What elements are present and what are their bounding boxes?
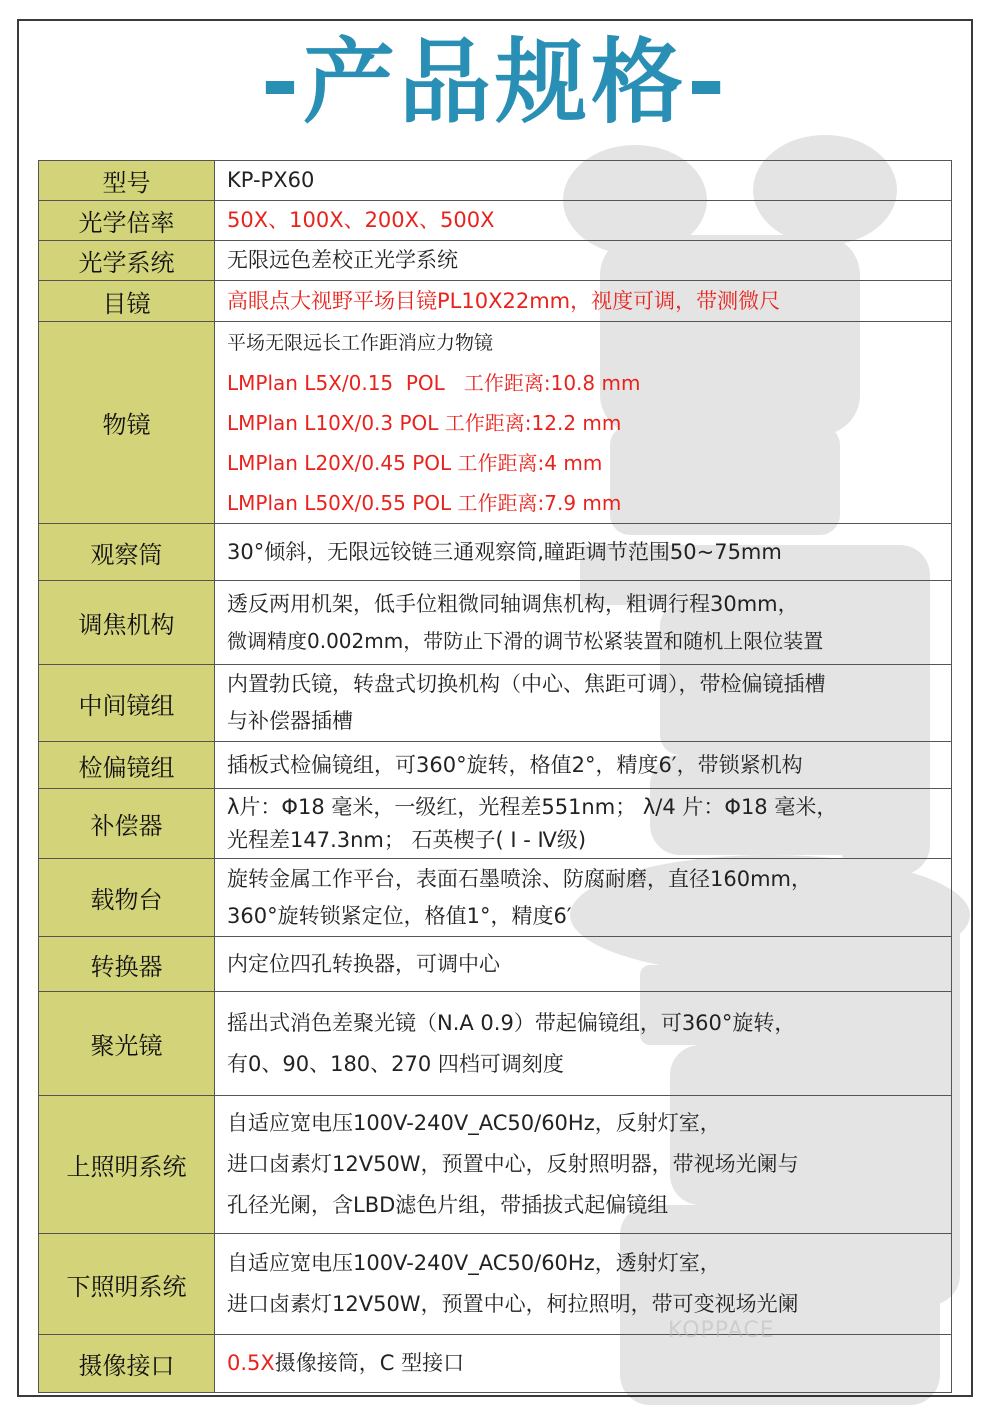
table-row-intermediate xyxy=(39,665,952,742)
value-highlight: 0.5X xyxy=(227,1351,275,1375)
value-text: 与补偿器插槽 xyxy=(227,709,353,733)
value-text: 有0、90、180、270 四档可调刻度 xyxy=(227,1051,564,1076)
value-rest: 摄像接筒，C 型接口 xyxy=(274,1351,465,1375)
value-text: 30°倾斜，无限远铰链三通观察筒,瞳距调节范围50~75mm xyxy=(227,539,782,564)
row-value xyxy=(215,789,952,859)
row-label: 补偿器 xyxy=(39,789,215,859)
table-row-model xyxy=(39,161,952,201)
value-text: 50X、100X、200X、500X xyxy=(227,208,495,232)
row-label: 光学系统 xyxy=(39,241,215,281)
table-row-stage xyxy=(39,859,952,937)
value-text: 自适应宽电压100V-240V_AC50/60Hz，反射灯室， xyxy=(227,1111,721,1135)
value-text: 无限远色差校正光学系统 xyxy=(227,248,458,272)
row-label: 聚光镜 xyxy=(39,992,215,1096)
value-text: 微调精度0.002mm，带防止下滑的调节松紧装置和随机上限位装置 xyxy=(227,628,824,653)
spec-table xyxy=(38,160,952,1393)
row-value xyxy=(215,524,952,581)
row-label: 物镜 xyxy=(39,322,215,524)
row-label: 型号 xyxy=(39,161,215,201)
row-value xyxy=(215,281,952,322)
row-value xyxy=(215,1234,952,1335)
row-value xyxy=(215,322,952,524)
table-row-upper-illumination xyxy=(39,1096,952,1234)
value-text: LMPlan L50X/0.55 POL 工作距离:7.9 mm xyxy=(227,490,622,515)
row-value xyxy=(215,1335,952,1393)
row-value xyxy=(215,992,952,1096)
table-row-objective xyxy=(39,322,952,524)
table-row-optical-system xyxy=(39,241,952,281)
value-text: KP-PX60 xyxy=(227,168,315,192)
value-text: λ片：Φ18 毫米，一级红，光程差551nm； λ/4 片：Φ18 毫米， xyxy=(227,794,838,819)
value-text: 透反两用机架，低手位粗微同轴调焦机构，粗调行程30mm， xyxy=(227,591,799,616)
table-row-tube xyxy=(39,524,952,581)
table-row-camera xyxy=(39,1335,952,1393)
table-row-analyzer xyxy=(39,742,952,789)
table-row-lower-illumination xyxy=(39,1234,952,1335)
row-value xyxy=(215,859,952,937)
value-text: LMPlan L5X/0.15 POL 工作距离:10.8 mm xyxy=(227,370,641,395)
row-value xyxy=(215,241,952,281)
watermark-logo: KOPPACE xyxy=(668,1318,775,1343)
row-value xyxy=(215,581,952,665)
value-text: 插板式检偏镜组，可360°旋转，格值2°，精度6′，带锁紧机构 xyxy=(227,752,803,777)
value-text: LMPlan L10X/0.3 POL 工作距离:12.2 mm xyxy=(227,410,622,435)
value-text: 内定位四孔转换器，可调中心 xyxy=(227,951,500,976)
table-row-magnification xyxy=(39,201,952,241)
row-value xyxy=(215,665,952,742)
row-label: 观察筒 xyxy=(39,524,215,581)
row-value xyxy=(215,1096,952,1234)
table-row-condenser xyxy=(39,992,952,1096)
row-label: 光学倍率 xyxy=(39,201,215,241)
value-text: LMPlan L20X/0.45 POL 工作距离:4 mm xyxy=(227,450,603,475)
value-text: 高眼点大视野平场目镜PL10X22mm，视度可调，带测微尺 xyxy=(227,288,781,313)
row-value xyxy=(215,937,952,992)
row-value xyxy=(215,742,952,789)
row-label: 检偏镜组 xyxy=(39,742,215,789)
table-row-focus xyxy=(39,581,952,665)
table-row-compensator xyxy=(39,789,952,859)
row-value xyxy=(215,161,952,201)
row-label: 上照明系统 xyxy=(39,1096,215,1234)
row-label: 摄像接口 xyxy=(39,1335,215,1393)
page-title: -产品规格- xyxy=(260,29,730,136)
value-text: 内置勃氏镜，转盘式切换机构（中心、焦距可调），带检偏镜插槽 xyxy=(227,672,826,696)
value-text: 平场无限远长工作距消应力物镜 xyxy=(227,331,494,354)
value-text: 光程差147.3nm； 石英楔子( Ⅰ - Ⅳ级) xyxy=(227,827,587,852)
row-label: 下照明系统 xyxy=(39,1234,215,1335)
table-row-eyepiece xyxy=(39,281,952,322)
value-text: 进口卤素灯12V50W，预置中心，反射照明器，带视场光阑与 xyxy=(227,1152,799,1176)
row-label: 调焦机构 xyxy=(39,581,215,665)
value-text: 旋转金属工作平台，表面石墨喷涂、防腐耐磨，直径160mm， xyxy=(227,866,812,891)
row-label: 转换器 xyxy=(39,937,215,992)
row-label: 目镜 xyxy=(39,281,215,322)
value-text: 360°旋转锁紧定位，格值1°，精度6′ xyxy=(227,903,572,928)
row-value xyxy=(215,201,952,241)
value-text: 自适应宽电压100V-240V_AC50/60Hz，透射灯室， xyxy=(227,1251,721,1275)
row-label: 载物台 xyxy=(39,859,215,937)
value-text: 进口卤素灯12V50W，预置中心，柯拉照明，带可变视场光阑 xyxy=(227,1292,799,1316)
value-text: 孔径光阑，含LBD滤色片组，带插拔式起偏镜组 xyxy=(227,1193,669,1217)
row-label: 中间镜组 xyxy=(39,665,215,742)
table-row-nosepiece xyxy=(39,937,952,992)
value-text xyxy=(227,1345,939,1382)
value-text: 摇出式消色差聚光镜（N.A 0.9）带起偏镜组，可360°旋转， xyxy=(227,1010,796,1035)
